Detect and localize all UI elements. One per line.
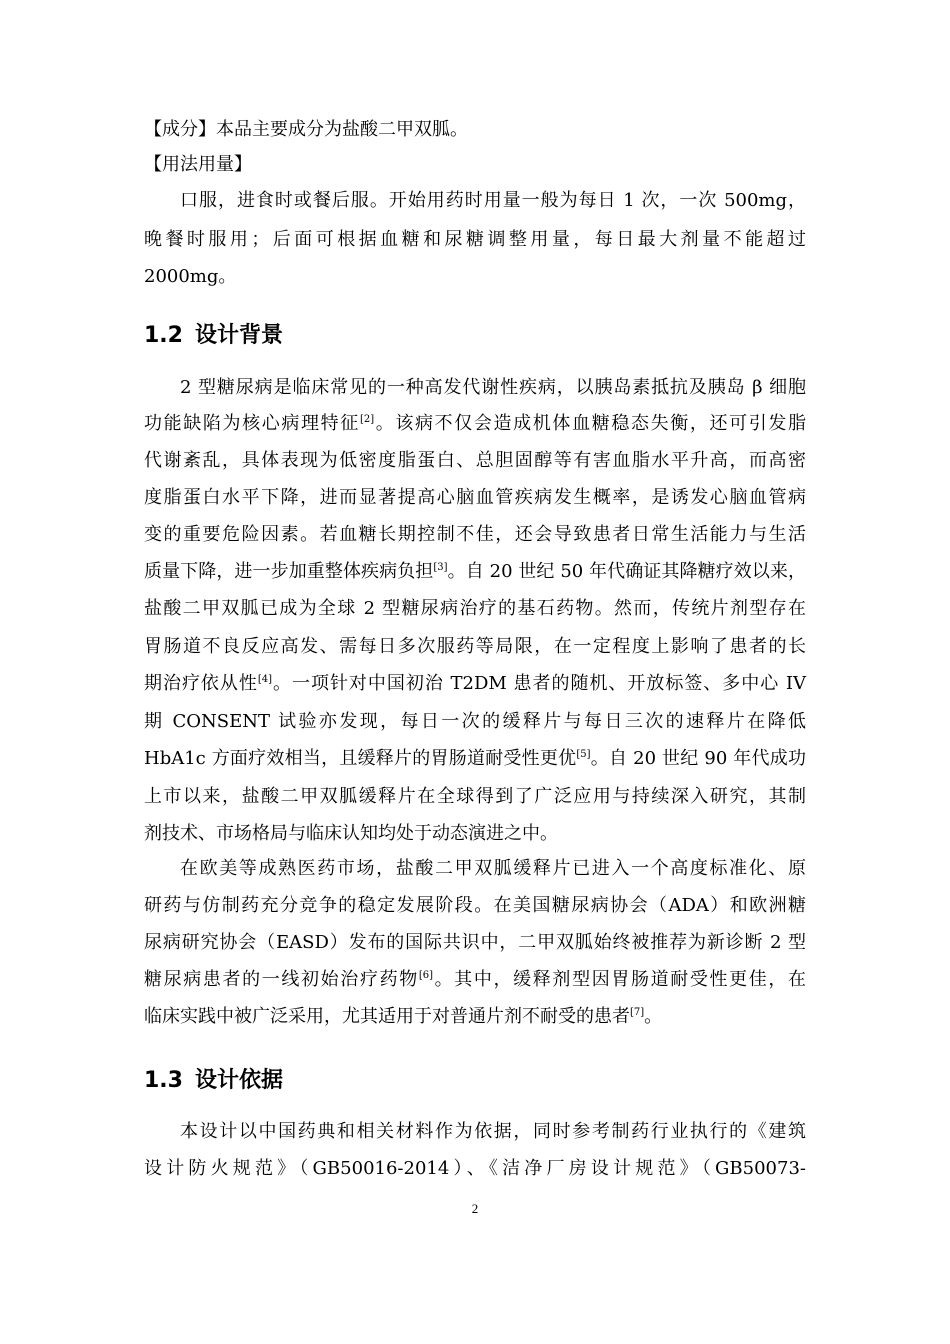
paragraph-line: 临床实践中被广泛采用，尤其适用于对普通片剂不耐受的患者[7]。 <box>144 1006 663 1027</box>
usage-line: 2000mg。 <box>144 266 237 287</box>
paragraph-line: 糖尿病患者的一线初始治疗药物[6]。其中，缓释剂型因胃肠道耐受性更佳，在 <box>144 969 807 990</box>
paragraph-line: 研药与仿制药充分竞争的稳定发展阶段。在美国糖尿病协会（ADA）和欧洲糖 <box>144 895 806 916</box>
paragraph-line: 代谢紊乱，具体表现为低密度脂蛋白、总胆固醇等有害血脂水平升高，而高密 <box>144 450 806 471</box>
paragraph-line: 期治疗依从性[4]。一项针对中国初治 T2DM 患者的随机、开放标签、多中心 IV <box>144 673 807 694</box>
citation-ref: [5] <box>576 749 591 760</box>
paragraph-line: 度脂蛋白水平下降，进而显著提高心脑血管疾病发生概率，是诱发心脑血管病 <box>144 487 806 508</box>
citation-ref: [2] <box>359 414 375 425</box>
section-number: 1.3 <box>144 1068 183 1093</box>
paragraph-line: 胃肠道不良反应高发、需每日多次服药等局限，在一定程度上影响了患者的长 <box>144 636 806 657</box>
paragraph-line: 本设计以中国药典和相关材料作为依据，同时参考制药行业执行的《建筑 <box>180 1121 806 1142</box>
paragraph-line: 上市以来，盐酸二甲双胍缓释片在全球得到了广泛应用与持续深入研究，其制 <box>144 786 806 807</box>
section-title: 设计背景 <box>194 323 283 348</box>
paragraph-line: 在欧美等成熟医药市场，盐酸二甲双胍缓释片已进入一个高度标准化、原 <box>180 858 806 879</box>
paragraph-line: 期 CONSENT 试验亦发现，每日一次的缓释片与每日三次的速释片在降低 <box>144 711 806 732</box>
paragraph-line: 功能缺陷为核心病理特征[2]。该病不仅会造成机体血糖稳态失衡，还可引发脂 <box>144 413 807 434</box>
paragraph-line: 2 型糖尿病是临床常见的一种高发代谢性疾病，以胰岛素抵抗及胰岛 β 细胞 <box>180 377 806 398</box>
citation-ref: [3] <box>433 562 448 573</box>
section-heading-1-3 <box>144 1068 283 1094</box>
usage-line: 口服，进食时或餐后服。开始用药时用量一般为每日 1 次，一次 500mg， <box>180 190 806 211</box>
paragraph-line: 尿病研究协会（EASD）发布的国际共识中，二甲双胍始终被推荐为新诊断 2 型 <box>144 932 806 953</box>
section-title: 设计依据 <box>194 1068 283 1093</box>
paragraph-line: 盐酸二甲双胍已成为全球 2 型糖尿病治疗的基石药物。然而，传统片剂型存在 <box>144 598 806 619</box>
citation-ref: [6] <box>418 970 434 981</box>
paragraph-line: 剂技术、市场格局与临床认知均处于动态演进之中。 <box>144 823 558 844</box>
section-number: 1.2 <box>144 323 183 348</box>
usage-title: 【用法用量】 <box>144 154 252 175</box>
citation-ref: [4] <box>257 674 273 685</box>
section-heading-1-2 <box>144 323 283 349</box>
usage-line: 晚餐时服用；后面可根据血糖和尿糖调整用量，每日最大剂量不能超过 <box>144 229 806 250</box>
citation-ref: [7] <box>630 1007 645 1018</box>
page-number: 2 <box>471 1201 479 1216</box>
ingredients-line: 【成分】本品主要成分为盐酸二甲双胍。 <box>144 119 468 140</box>
paragraph-line: HbA1c 方面疗效相当，且缓释片的胃肠道耐受性更优[5]。自 20 世纪 90 年代成功 <box>144 748 806 769</box>
paragraph-line: 质量下降，进一步加重整体疾病负担[3]。自 20 世纪 50 年代确证其降糖疗效以来， <box>144 561 806 582</box>
paragraph-line: 设计防火规范》（GB50016-2014）、《洁净厂房设计规范》（GB50073- <box>144 1158 806 1179</box>
paragraph-line: 变的重要危险因素。若血糖长期控制不佳，还会导致患者日常生活能力与生活 <box>144 524 806 545</box>
